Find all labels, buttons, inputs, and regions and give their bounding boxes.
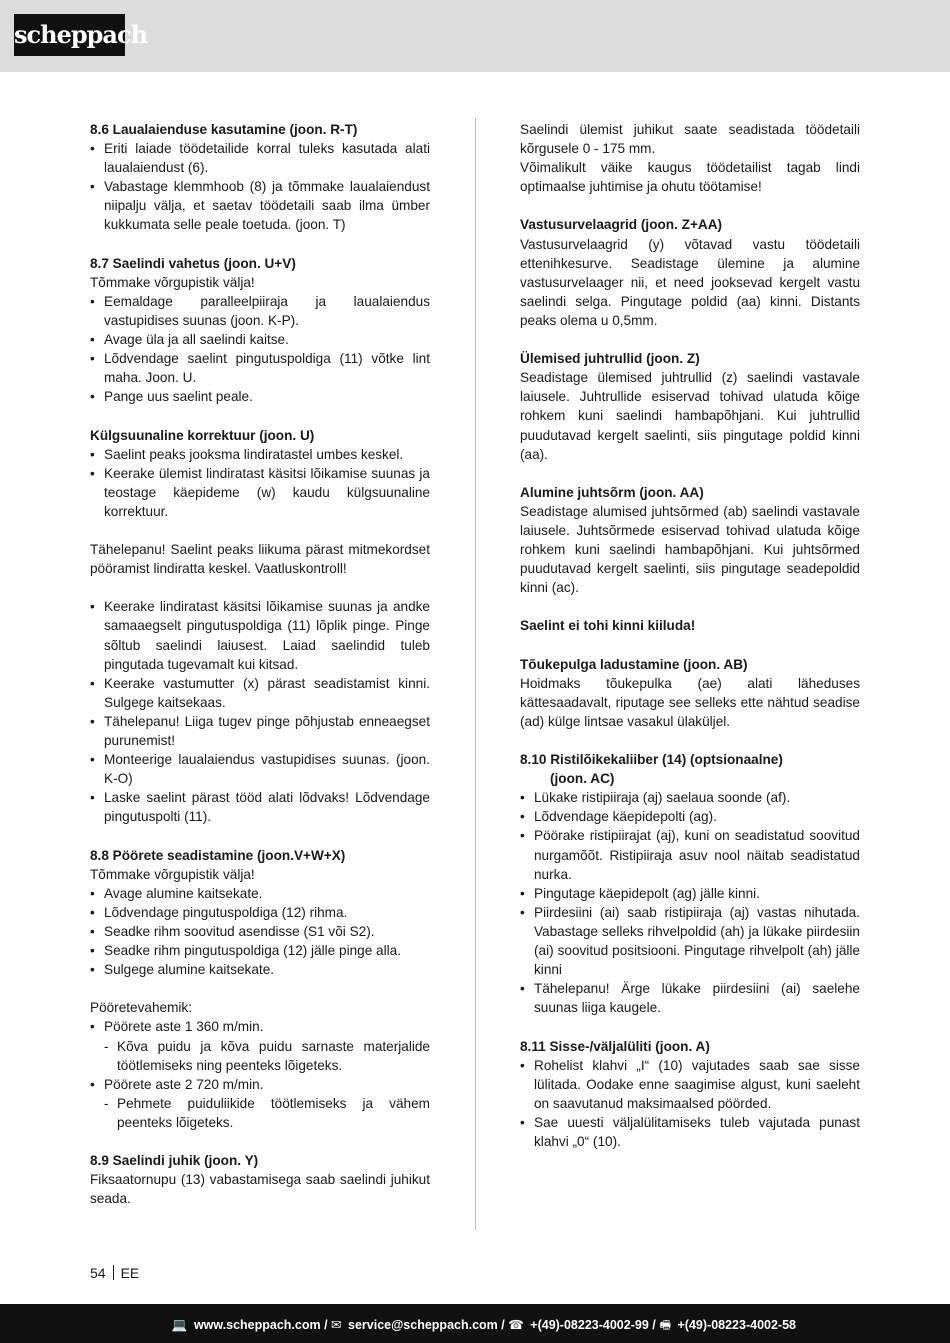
list-item: • Keerake vastumutter (x) pärast seadistamist kinni. Sulgege kaitsekaas. [90,674,430,712]
lower-finger-title: Alumine juhtsõrm (joon. AA) [520,484,704,500]
section-8-8-title: 8.8 Pöörete seadistamine (joon.V+W+X) [90,847,346,863]
speed-1: Pöörete aste 1 360 m/min. [104,1019,264,1035]
list-item: • Sulgege alumine kaitsekate. [90,960,430,979]
list-item: • Avage üla ja all saelindi kaitse. [90,330,430,349]
list-item [90,1075,430,1094]
guide-text-1: Saelindi ülemist juhikut saate seadistada töödetaili kõrgusele 0 - 175 mm. [520,122,860,157]
lateral-correction-list [90,445,430,521]
speed-range-label: Pööretevahemik: [90,1000,193,1016]
section-8-11-list [520,1056,860,1151]
guide-text-2: Võimalikult väike kaugus töödetailist tagab lindi optimaalse juhtimise ja ohutu töötamise! [520,160,860,195]
phone-icon: ☎ [508,1318,524,1332]
list-item: • Seadke rihm soovitud asendisse (S1 või S2). [90,922,430,941]
thrust-bearing-text: Vastusurvelaagrid (y) võtavad vastu töödetaili ettenihkesurve. Seadistage ülemine ja alumine vastusurvelaager nii, et need jooksevad kergelt vastu saelindi selga. Pingutage poldid (aa) kinni. Distants peaks olema u 0,5mm. [520,236,860,328]
speed-list-2 [90,1075,430,1094]
page-number [90,1264,139,1282]
right-column [520,120,860,1151]
speed-list [90,1017,430,1036]
section-8-8-intro: Tõmmake võrgupistik välja! [90,866,255,882]
section-8-9-text: Fiksaatornupu (13) vabastamisega saab saelindi juhikut seada. [90,1172,430,1207]
no-jam-warning: Saelint ei tohi kinni kiiluda! [520,618,696,634]
section-8-7-list [90,292,430,407]
list-item: • Tähelepanu! Ärge lükake piirdesiini (ai) saelehe suunas liiga kaugele. [520,979,860,1017]
fax-icon: 🖷 [659,1318,672,1332]
attention-note: Tähelepanu! Saelint peaks liikuma pärast mitmekordset pööramist lindiratta keskel. Vaatluskontroll! [90,542,430,577]
envelope-icon: ✉ [331,1318,342,1332]
list-item: • Seadke rihm pingutuspoldiga (12) jälle pinge alla. [90,941,430,960]
list-item: • Laske saelint pärast tööd alati lõdvaks! Lõdvendage pingutuspolti (11). [90,788,430,826]
page-language: EE [120,1265,140,1281]
section-8-6-list [90,139,430,234]
list-item: • Piirdesiini (ai) saab ristipiiraja (aj) vastas nihutada. Vabastage selleks rihvelpoldid (ah) ja lükake piirdesiin (ai) soovitud positsiooni. Pingutage rihvelpolt (ah) jälle kinni [520,903,860,979]
list-item: • Saelint peaks jooksma lindiratastel umbes keskel. [90,445,430,464]
push-stick-title: Tõukepulga ladustamine (joon. AB) [520,656,748,672]
section-8-7-title: 8.7 Saelindi vahetus (joon. U+V) [90,255,296,271]
upper-rollers-title: Ülemised juhtrullid (joon. Z) [520,351,700,367]
section-8-10-title-2: (joon. AC) [550,771,615,787]
speed-2: Pöörete aste 2 720 m/min. [104,1076,264,1092]
footer-email[interactable]: service@scheppach.com / [348,1318,505,1332]
footer-phone: +(49)-08223-4002-99 / [530,1318,656,1332]
list-item: • Pöörake ristipiirajat (aj), kuni on seadistatud soovitud nurgamõõt. Ristipiiraja asuv nool näitab seadistatud nurka. [520,826,860,883]
footer-bar [0,1304,950,1343]
list-item: • Lükake ristipiiraja (aj) saelaua soonde (af). [520,788,860,807]
list-item: • Keerake ülemist lindiratast käsitsi lõikamise suunas ja teostage käepideme (w) kaudu külgsuunaline korrektuur. [90,464,430,521]
list-item: • Vabastage klemmhoob (8) ja tõmmake laualaiendust niipalju välja, et saetav töödetaili saab ilma ümber kukkumata selle peale toetuda. (joon. T) [90,177,430,234]
list-item: • Eriti laiade töödetailide korral tuleks kasutada alati laualaiendust (6). [90,139,430,177]
section-8-10-title: 8.10 Ristilõikekaliiber (14) (optsionaalne) [520,752,783,768]
list-item: - Pehmete puiduliikide töötlemiseks ja vähem peenteks lõigeteks. [90,1094,430,1132]
tension-list [90,597,430,826]
push-stick-text: Hoidmaks tõukepulka (ae) alati läheduses kättesaadavalt, riputage see selleks ette nähtud seadise (ad) külge lintsae vasakul ülaküljel. [520,675,860,729]
list-item: • Eemaldage paralleelpiiraja ja laualaiendus vastupidises suunas (joon. K-P). [90,292,430,330]
section-8-6-title: 8.6 Laualaienduse kasutamine (joon. R-T) [90,122,358,137]
list-item: • Lõdvendage saelint pingutuspoldiga (11) võtke lint maha. Joon. U. [90,349,430,387]
monitor-icon: 💻 [171,1318,188,1332]
list-item: • Pange uus saelint peale. [90,387,430,406]
page-number-value: 54 [90,1265,106,1281]
lower-finger-text: Seadistage alumised juhtsõrmed (ab) saelindi vastavale laiusele. Juhtsõrmede esiservad tohivad ulatuda kõige rohkem kuni saelindi hambapõhjani. Kui juhtsõrmed puudutavad kergelt saelinti, siis pingutage seadepoldid kinni (ac). [520,503,860,596]
footer-fax: +(49)-08223-4002-58 [677,1318,796,1332]
scheppach-logo: scheppach [14,14,125,56]
footer-website[interactable]: www.scheppach.com / [193,1318,328,1332]
speed-2-sublist [90,1094,430,1132]
thrust-bearing-title: Vastusurvelaagrid (joon. Z+AA) [520,217,723,233]
list-item: - Kõva puidu ja kõva puidu sarnaste materjalide töötlemiseks ning peenteks lõigeteks. [90,1037,430,1075]
speed-1-sublist [90,1037,430,1075]
section-8-11-title: 8.11 Sisse-/väljalüliti (joon. A) [520,1038,710,1054]
header-bar [0,0,950,72]
section-8-10-list [520,788,860,1017]
list-item: • Lõdvendage pingutuspoldiga (12) rihma. [90,903,430,922]
list-item [90,1017,430,1036]
list-item: • Rohelist klahvi „I“ (10) vajutades saab sae sisse lülitada. Oodake enne saagimise algust, kuni saeleht on saavutanud maksimaalsed pöörded. [520,1056,860,1113]
section-8-9-title: 8.9 Saelindi juhik (joon. Y) [90,1153,259,1169]
left-column [90,120,430,1208]
list-item: • Monteerige laualaiendus vastupidises suunas. (joon. K-O) [90,750,430,788]
list-item: • Keerake lindiratast käsitsi lõikamise suunas ja andke samaaegselt pingutuspoldiga (11) lõplik pinge. Pinge sõltub saelindi laiusest. Laiad saelindid tuleb pingutada tugevamalt kui kitsad. [90,597,430,673]
list-item: • Pingutage käepidepolt (ag) jälle kinni. [520,884,860,903]
list-item: • Tähelepanu! Liiga tugev pinge põhjustab enneaegset purunemist! [90,712,430,750]
column-divider [475,118,476,1230]
lateral-correction-title: Külgsuunaline korrektuur (joon. U) [90,427,315,443]
list-item: • Avage alumine kaitsekate. [90,884,430,903]
upper-rollers-text: Seadistage ülemised juhtrullid (z) saelindi vastavale laiusele. Juhtrullide esiservad tohivad ulatuda kõige rohkem kuni saelindi hambapõhjani. Kui juhtrullid puudutavad kergelt saelinti, siis pingutage poldid kinni (aa). [520,370,860,462]
list-item: • Sae uuesti väljalülitamiseks tuleb vajutada punast klahvi „0“ (10). [520,1113,860,1151]
list-item: • Lõdvendage käepidepolti (ag). [520,807,860,826]
section-8-7-intro: Tõmmake võrgupistik välja! [90,274,255,290]
section-8-8-list [90,884,430,979]
